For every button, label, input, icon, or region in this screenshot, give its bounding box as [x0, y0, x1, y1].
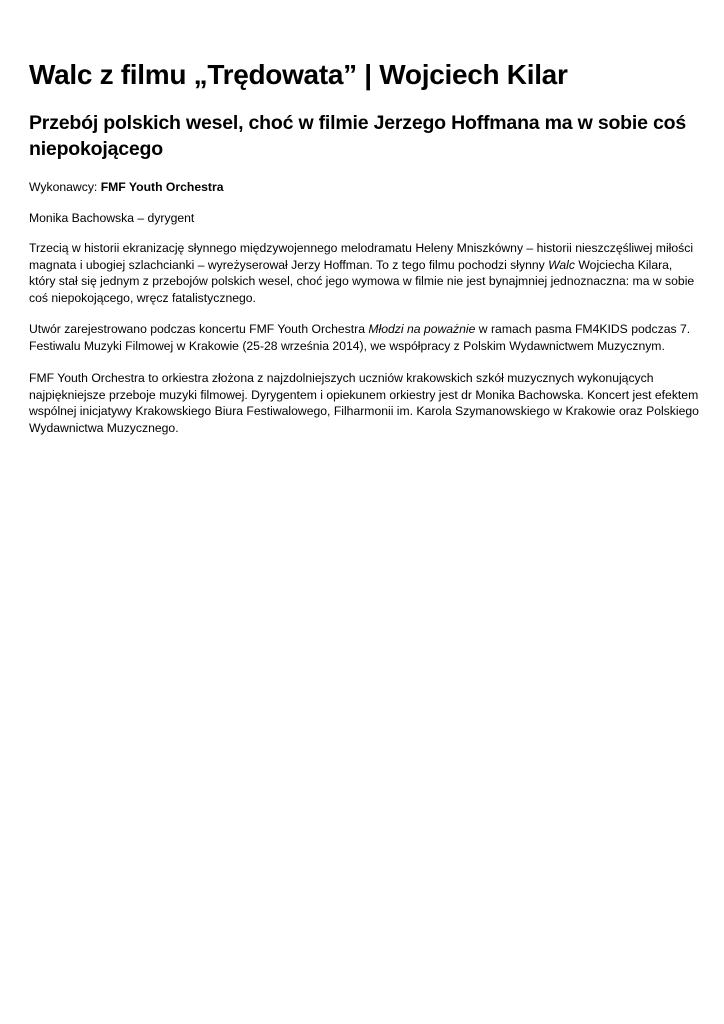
body-paragraph-2: [29, 321, 699, 354]
conductor-line: Monika Bachowska – dyrygent: [29, 210, 195, 225]
paragraph-1-text-start: Trzecią w historii ekranizację słynnego międzywojennego melodramatu Heleny Mniszkówny – historii nieszczęśliwej miłości magnata i ubogiej szlachcianki – wyreżyserował Jerzy Hoffman. To z tego filmu pochodzi słynny: [29, 241, 694, 272]
document-title: Walc z filmu „Trędowata” | Wojciech Kilar: [29, 59, 568, 90]
performers-value: FMF Youth Orchestra: [100, 180, 224, 194]
document-subtitle: Przebój polskich wesel, choć w filmie Jerzego Hoffmana ma w sobie coś niepokojącego: [29, 112, 686, 160]
concert-title: Młodzi na poważnie: [368, 322, 476, 336]
paragraph-2-text-end: w ramach pasma FM4KIDS podczas 7. Festiwalu Muzyki Filmowej w Krakowie (25-28 września 2014), we współpracy z Polskim Wydawnictwem Muzycznym.: [29, 322, 691, 353]
paragraph-2-text-start: Utwór zarejestrowano podczas koncertu FMF Youth Orchestra: [29, 322, 369, 336]
body-paragraph-1: [29, 240, 699, 306]
document-page: [29, 58, 699, 436]
paragraph-1-text-end: Wojciecha Kilara, który stał się jednym z przebojów polskich wesel, choć jego wymowa w filmie nie jest bynajmniej jednoznaczna: ma w sobie coś niepokojącego, wręcz fatalistycznego.: [29, 257, 695, 305]
performers-label: Wykonawcy:: [29, 180, 101, 194]
performers-line: [29, 179, 699, 196]
work-title-walc: Walc: [548, 257, 575, 272]
body-paragraph-3: FMF Youth Orchestra to orkiestra złożona z najzdolniejszych uczniów krakowskich szkół muzycznych wykonujących najpiękniejsze przeboje muzyki filmowej. Dyrygentem i opiekunem orkiestry jest dr Monika Bachowska. Koncert jest efektem wspólnej inicjatywy Krakowskiego Biura Festiwalowego, Filharmonii im. Karola Szymanowskiego w Krakowie oraz Polskiego Wydawnictwa Muzycznego.: [29, 371, 699, 435]
